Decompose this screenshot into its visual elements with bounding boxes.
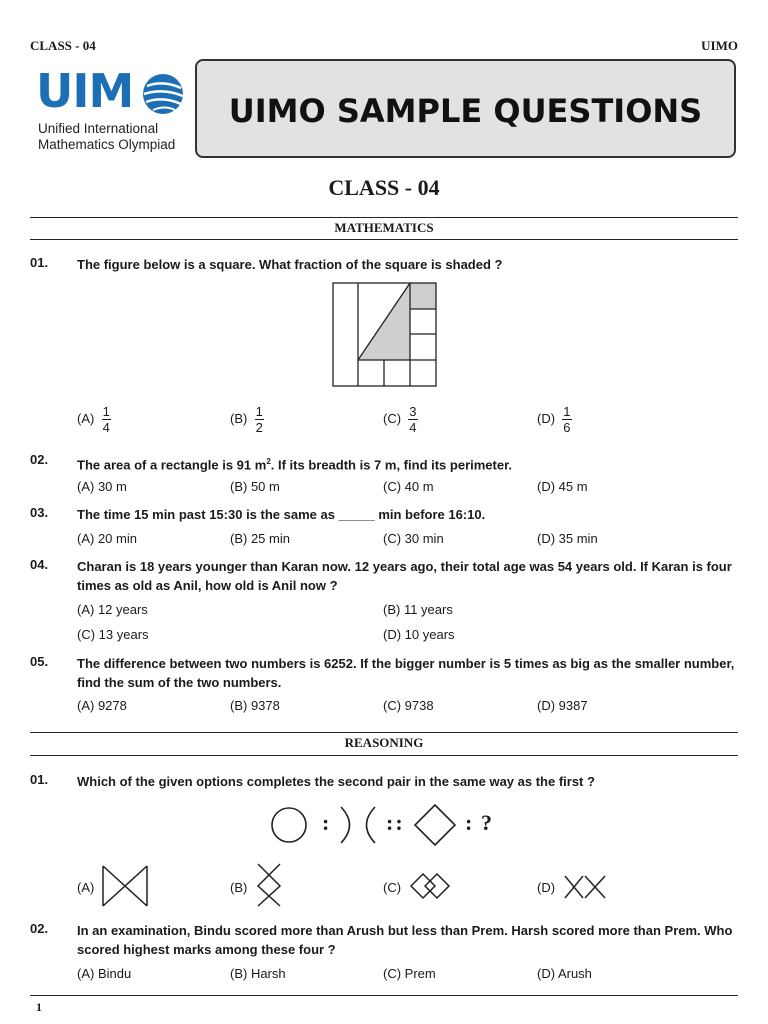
circle-shape-icon — [270, 804, 308, 846]
option-b[interactable]: (B) 25 min — [230, 531, 290, 546]
option-d[interactable]: (D) Arush — [537, 966, 592, 981]
question-text: The figure below is a square. What fraction of the square is shaded ? — [77, 257, 503, 272]
page-number: 1 — [36, 1000, 42, 1014]
option-b[interactable]: (B) 11 years — [383, 602, 453, 617]
option-label: (D) — [537, 880, 556, 895]
analogy-question-mark: ? — [481, 810, 492, 835]
option-d[interactable] — [537, 880, 555, 895]
fraction — [562, 404, 571, 435]
option-b[interactable]: (B) 50 m — [230, 479, 280, 494]
option-c[interactable] — [383, 880, 401, 895]
fraction-denominator: 2 — [255, 420, 263, 435]
fraction-denominator: 4 — [102, 420, 110, 435]
option-d[interactable] — [537, 404, 572, 435]
option-label: (A) — [77, 880, 95, 895]
logo-brand-text: UIM — [36, 64, 134, 118]
class-heading: CLASS - 04 — [328, 175, 440, 200]
section-title-mathematics: MATHEMATICS — [334, 220, 434, 235]
fraction — [102, 404, 111, 435]
option-b[interactable] — [230, 880, 247, 895]
option-label: (A) — [77, 410, 95, 426]
section-title-reasoning: REASONING — [344, 735, 424, 750]
option-a[interactable]: (A) 30 m — [77, 479, 127, 494]
header-brand-label: UIMO — [701, 38, 738, 53]
logo-line-1: Unified International — [38, 121, 159, 136]
question-text: Charan is 18 years younger than Karan now. 12 years ago, their total age was 54 years old. If Karan is four times as old as Anil, how old is Anil now ? — [77, 559, 732, 593]
divider — [30, 755, 738, 756]
title-banner — [195, 59, 736, 158]
arcs-shape-icon — [338, 804, 378, 846]
question-text: In an examination, Bindu scored more than Arush but less than Prem. Harsh scored more than Prem. Who scored highest marks among these four ? — [77, 923, 733, 957]
question-text: The difference between two numbers is 6252. If the bigger number is 5 times as big as the smaller number, find the sum of the two numbers. — [77, 656, 735, 690]
option-b[interactable]: (B) 9378 — [230, 698, 280, 713]
option-d[interactable]: (D) 10 years — [383, 627, 455, 642]
option-b[interactable] — [230, 404, 264, 435]
option-c[interactable]: (C) 40 m — [383, 479, 434, 494]
option-a[interactable]: (A) 20 min — [77, 531, 137, 546]
page-title: UIMO SAMPLE QUESTIONS — [228, 92, 703, 130]
double-diamond-shape-icon — [407, 872, 453, 900]
option-label: (C) — [383, 880, 402, 895]
question-text — [77, 452, 741, 474]
superscript: 2 — [266, 457, 271, 466]
divider — [30, 239, 738, 240]
option-a[interactable] — [77, 404, 111, 435]
option-label: (D) — [537, 410, 556, 426]
footer-divider — [30, 995, 738, 996]
question-text-part: . If its breadth is 7 m, find its perimeter. — [270, 457, 513, 473]
fraction-numerator: 1 — [102, 404, 110, 419]
question-text-part: The area of a rectangle is 91 m — [77, 457, 267, 473]
divider — [30, 732, 738, 733]
bowtie-shape-icon — [100, 864, 150, 908]
option-a[interactable]: (A) 12 years — [77, 602, 148, 617]
uimo-logo — [36, 64, 188, 158]
analogy-double-colon: :: — [386, 810, 405, 835]
fraction-denominator: 6 — [563, 420, 571, 435]
question-number: 02. — [30, 921, 49, 936]
fraction — [255, 404, 264, 435]
question-text: Which of the given options completes the second pair in the same way as the first ? — [77, 774, 595, 789]
option-c[interactable]: (C) Prem — [383, 966, 436, 981]
fraction-numerator: 1 — [563, 404, 571, 419]
option-d[interactable]: (D) 35 min — [537, 531, 598, 546]
analogy-colon: : — [465, 810, 473, 835]
double-cross-shape-icon — [563, 874, 607, 900]
question-number: 04. — [30, 557, 49, 572]
option-c[interactable]: (C) 30 min — [383, 531, 444, 546]
header-class-label: CLASS - 04 — [30, 38, 96, 53]
question-number: 02. — [30, 452, 49, 467]
option-a[interactable] — [77, 880, 94, 895]
option-a[interactable]: (A) Bindu — [77, 966, 132, 981]
option-label: (B) — [230, 410, 248, 426]
fraction-numerator: 1 — [255, 404, 263, 419]
option-c[interactable] — [383, 404, 418, 435]
fraction-denominator: 4 — [409, 420, 417, 435]
option-a[interactable]: (A) 9278 — [77, 698, 127, 713]
option-d[interactable]: (D) 9387 — [537, 698, 588, 713]
diamond-shape-icon — [413, 803, 457, 847]
question-number: 01. — [30, 255, 49, 270]
option-b[interactable]: (B) Harsh — [230, 966, 286, 981]
question-number: 01. — [30, 772, 49, 787]
divider — [30, 217, 738, 218]
square-figure — [332, 282, 438, 388]
logo-line-2: Mathematics Olympiad — [38, 137, 176, 152]
option-label: (C) — [383, 410, 402, 426]
fraction-numerator: 3 — [409, 404, 417, 419]
fraction — [408, 404, 417, 435]
option-c[interactable]: (C) 13 years — [77, 627, 149, 642]
analogy-colon: : — [322, 810, 330, 835]
option-c[interactable]: (C) 9738 — [383, 698, 434, 713]
question-text: The time 15 min past 15:30 is the same as _____ min before 16:10. — [77, 507, 486, 522]
question-number: 05. — [30, 654, 49, 669]
globe-icon — [141, 72, 185, 116]
question-number: 03. — [30, 505, 49, 520]
crossed-diamond-shape-icon — [254, 862, 284, 908]
option-d[interactable]: (D) 45 m — [537, 479, 588, 494]
option-label: (B) — [230, 880, 248, 895]
